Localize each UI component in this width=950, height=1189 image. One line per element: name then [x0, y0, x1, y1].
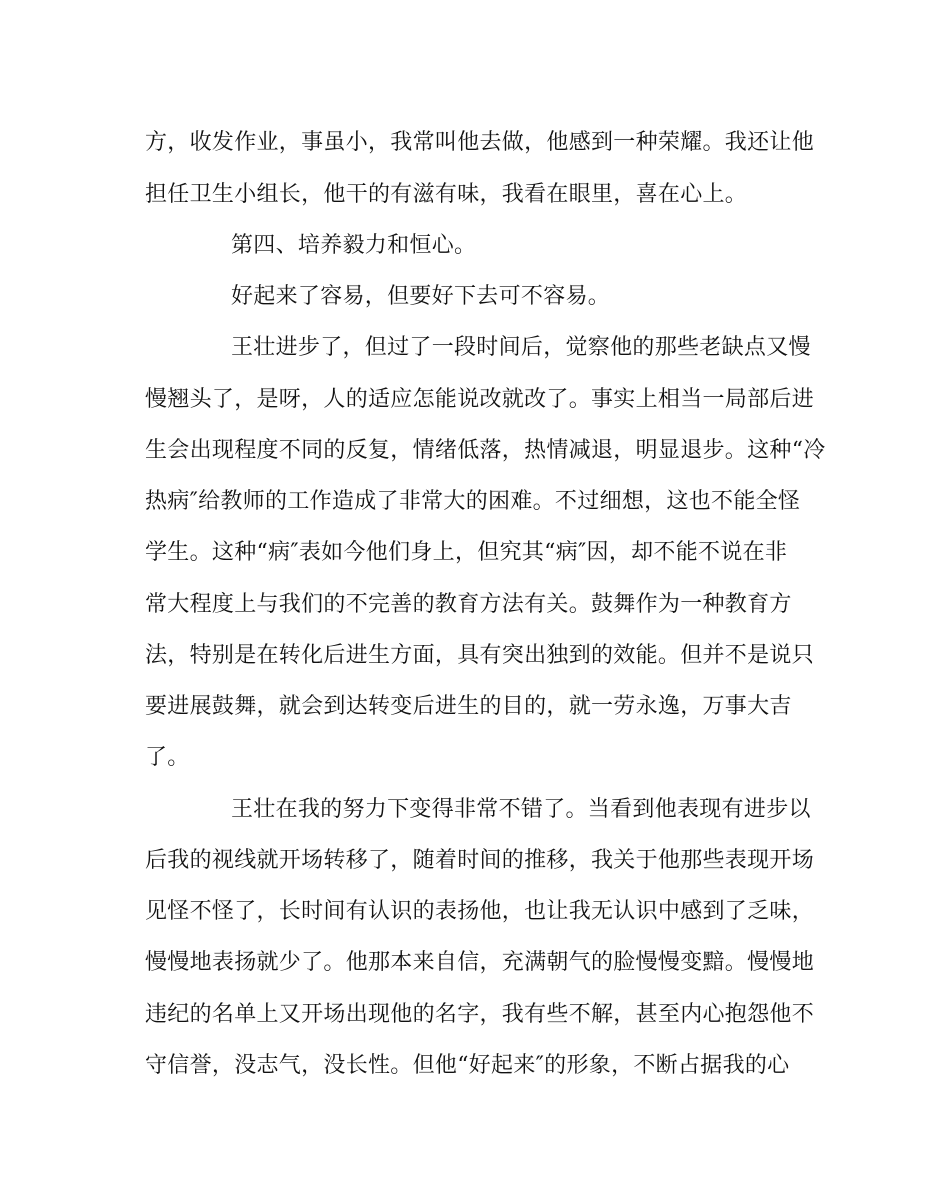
text-line: 热病″给教师的工作造成了非常大的困难。不过细想，这也不能全怪 [145, 489, 801, 514]
text-line: 好起来了容易，但要好下去可不容易。 [231, 284, 611, 309]
text-line: 方，收发作业，事虽小，我常叫他去做，他感到一种荣耀。我还让他 [145, 130, 815, 155]
text-line: 生会出现程度不同的反复，情绪低落，热情减退，明显退步。这种“冷 [145, 438, 826, 463]
text-line: 违纪的名单上又开场出现他的名字，我有些不解，甚至内心抱怨他不 [145, 1002, 815, 1027]
text-line: 见怪不怪了，长时间有认识的表扬他，也让我无认识中感到了乏味， [145, 899, 815, 924]
text-line: 守信誉，没志气，没长性。但他“好起来″的形象，不断占据我的心 [145, 1053, 790, 1078]
paragraph-heading: 第四、培养毅力和恒心。 [231, 233, 477, 258]
text-line: 后我的视线就开场转移了，随着时间的推移，我关于他那些表现开场 [145, 848, 815, 873]
text-line: 王壮进步了，但过了一段时间后，觉察他的那些老缺点又慢 [231, 335, 811, 360]
text-line: 担任卫生小组长，他干的有滋有味，我看在眼里，喜在心上。 [145, 182, 748, 207]
text-line: 常大程度上与我们的不完善的教育方法有关。鼓舞作为一种教育方 [145, 592, 792, 617]
text-line: 法，特别是在转化后进生方面，具有突出独到的效能。但并不是说只 [145, 643, 815, 668]
text-line: 慢翘头了，是呀，人的适应怎能说改就改了。事实上相当一局部后进 [145, 387, 815, 412]
text-line: 了。 [145, 745, 190, 770]
text-line: 慢慢地表扬就少了。他那本来自信，充满朝气的脸慢慢变黯。慢慢地 [145, 950, 815, 975]
text-line: 王壮在我的努力下变得非常不错了。当看到他表现有进步以 [231, 797, 811, 822]
text-line: 学生。这种“病″表如今他们身上，但究其“病″因，却不能不说在非 [145, 540, 788, 565]
text-line: 要进展鼓舞，就会到达转变后进生的目的，就一劳永逸，万事大吉 [145, 694, 792, 719]
